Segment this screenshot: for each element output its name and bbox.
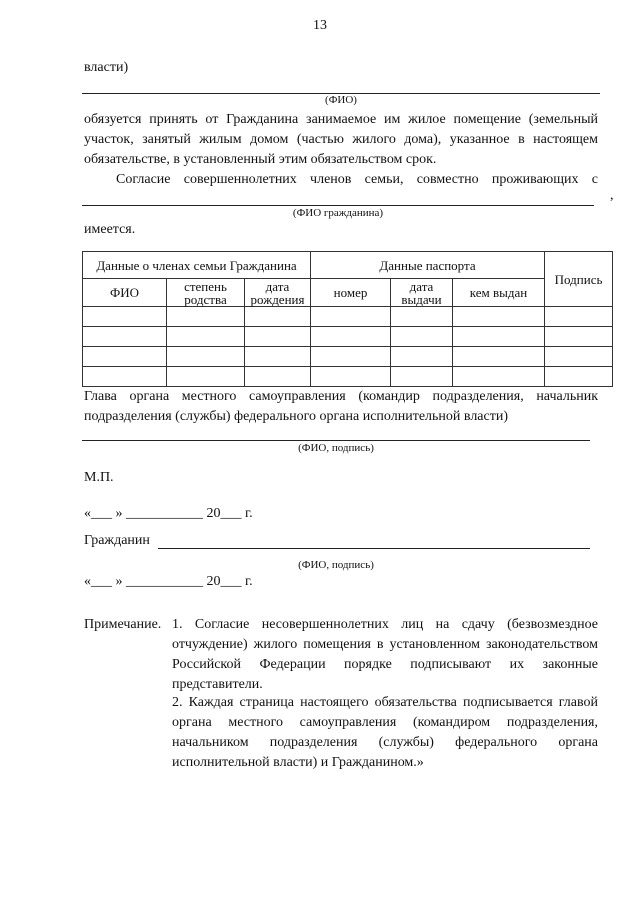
table-cell[interactable]: [311, 367, 391, 387]
table-row: [83, 347, 613, 367]
consent-comma: ,: [610, 188, 614, 203]
table-cell[interactable]: [245, 307, 311, 327]
header-number: номер: [311, 279, 391, 307]
table-cell[interactable]: [391, 307, 453, 327]
date-line-1: «___ » ___________ 20___ г.: [84, 506, 253, 521]
note-label: Примечание.: [84, 617, 162, 632]
table-cell[interactable]: [453, 327, 545, 347]
page-number: 13: [313, 18, 327, 33]
date-line-2: «___ » ___________ 20___ г.: [84, 574, 253, 589]
note-item-1: 1. Согласие несовершеннолетних лиц на сдачу (безвозмездное отчуждение) жилого помещения в установленном законодательством Российской Федерации порядке подписывают их законные представители.: [172, 617, 598, 692]
citizen-label: Гражданин: [84, 533, 150, 548]
citizen-caption: (ФИО гражданина): [292, 207, 384, 219]
table-cell[interactable]: [83, 307, 167, 327]
table-cell[interactable]: [545, 327, 613, 347]
table-cell[interactable]: [391, 367, 453, 387]
table-cell[interactable]: [311, 327, 391, 347]
family-table: [82, 251, 613, 387]
table-cell[interactable]: [83, 347, 167, 367]
header-family-group: Данные о членах семьи Гражданина: [83, 252, 311, 279]
header-signature: Подпись: [545, 252, 613, 307]
table-cell[interactable]: [83, 367, 167, 387]
table-cell[interactable]: [245, 327, 311, 347]
table-cell[interactable]: [83, 327, 167, 347]
table-cell[interactable]: [545, 307, 613, 327]
stamp-label: М.П.: [84, 470, 114, 485]
header-relation: степень родства: [167, 279, 245, 307]
citizen-underline: [82, 205, 594, 206]
table-cell[interactable]: [391, 347, 453, 367]
table-cell[interactable]: [311, 307, 391, 327]
top-fragment: власти): [84, 60, 129, 75]
consent-line: Согласие совершеннолетних членов семьи, совместно проживающих с: [116, 172, 598, 187]
citizen-sign-underline: [158, 548, 590, 549]
citizen-sign-caption: (ФИО, подпись): [298, 559, 374, 571]
table-cell[interactable]: [245, 347, 311, 367]
table-cell[interactable]: [167, 367, 245, 387]
table-row: [83, 307, 613, 327]
table-cell[interactable]: [545, 347, 613, 367]
header-fio: ФИО: [83, 279, 167, 307]
header-passport-group: Данные паспорта: [311, 252, 545, 279]
head-caption: (ФИО, подпись): [298, 442, 374, 454]
header-issued-by: кем выдан: [453, 279, 545, 307]
table-cell[interactable]: [453, 367, 545, 387]
table-cell[interactable]: [311, 347, 391, 367]
table-row: [83, 367, 613, 387]
table-cell[interactable]: [167, 347, 245, 367]
table-cell[interactable]: [453, 347, 545, 367]
header-birthdate: дата рождения: [245, 279, 311, 307]
table-cell[interactable]: [391, 327, 453, 347]
note-item-2: 2. Каждая страница настоящего обязательства подписывается главой органа местного самоуправления (командиром подразделения, начальником подразделения (службы) федерального органа исполнительной власти) и Гражданином.»: [172, 695, 598, 770]
table-cell[interactable]: [245, 367, 311, 387]
exists-text: имеется.: [84, 222, 136, 237]
header-issue-date: дата выдачи: [391, 279, 453, 307]
table-cell[interactable]: [545, 367, 613, 387]
table-cell[interactable]: [167, 307, 245, 327]
obligation-paragraph: обязуется принять от Гражданина занимаемое им жилое помещение (земельный участок, занятый жилым домом (частью жилого дома), указанное в настоящем обязательстве, в установленный этим обязательством срок.: [84, 112, 598, 167]
table-row: [83, 327, 613, 347]
table-cell[interactable]: [167, 327, 245, 347]
head-underline: [82, 440, 590, 441]
fio-caption: (ФИО): [325, 94, 357, 106]
table-cell[interactable]: [453, 307, 545, 327]
head-paragraph: Глава органа местного самоуправления (командир подразделения, начальник подразделения (службы) федерального органа исполнительной власти): [84, 389, 598, 424]
